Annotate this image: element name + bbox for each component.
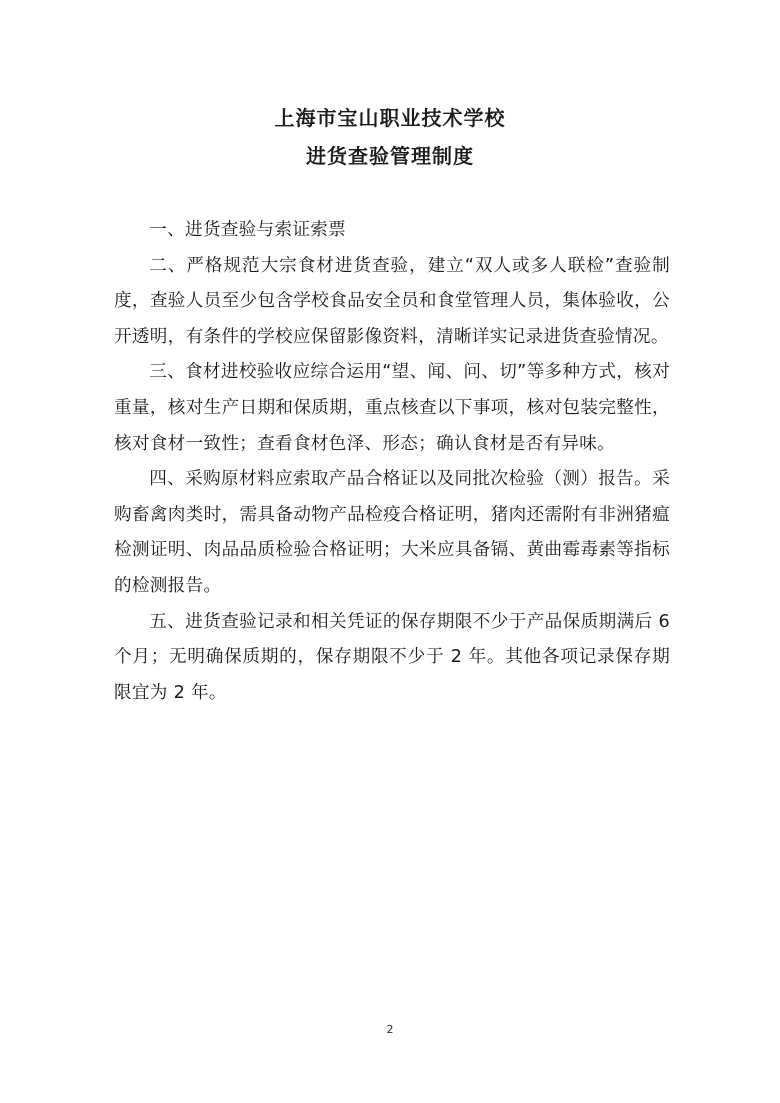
paragraph-section-1: 一、进货查验与索证索票 [149, 220, 347, 240]
page-number: 2 [386, 1023, 394, 1036]
document-body [114, 213, 670, 711]
document-subtitle: 进货查验管理制度 [306, 144, 474, 168]
document-title: 上海市宝山职业技术学校 [274, 106, 506, 130]
paragraph-section-3: 三、食材进校验收应综合运用“望、闻、问、切”等多种方式，核对重量，核对生产日期和保质期，重点核查以下事项，核对包装完整性，核对食材一致性；查看食材色泽、形态；确认食材是否有异味。 [114, 362, 670, 454]
paragraph-section-2: 二、严格规范大宗食材进货查验，建立“双人或多人联检”查验制度，查验人员至少包含学校食品安全员和食堂管理人员，集体验收，公开透明，有条件的学校应保留影像资料，清晰详实记录进货查验情况。 [114, 255, 670, 347]
paragraph-section-4: 四、采购原材料应索取产品合格证以及同批次检验（测）报告。采购畜禽肉类时，需具备动物产品检疫合格证明，猪肉还需附有非洲猪瘟检测证明、肉品品质检验合格证明；大米应具备镉、黄曲霉毒素等指标的检测报告。 [114, 469, 670, 596]
paragraph-section-5: 五、进货查验记录和相关凭证的保存期限不少于产品保质期满后 6 个月；无明确保质期的，保存期限不少于 2 年。其他各项记录保存期限宜为 2 年。 [114, 611, 670, 703]
